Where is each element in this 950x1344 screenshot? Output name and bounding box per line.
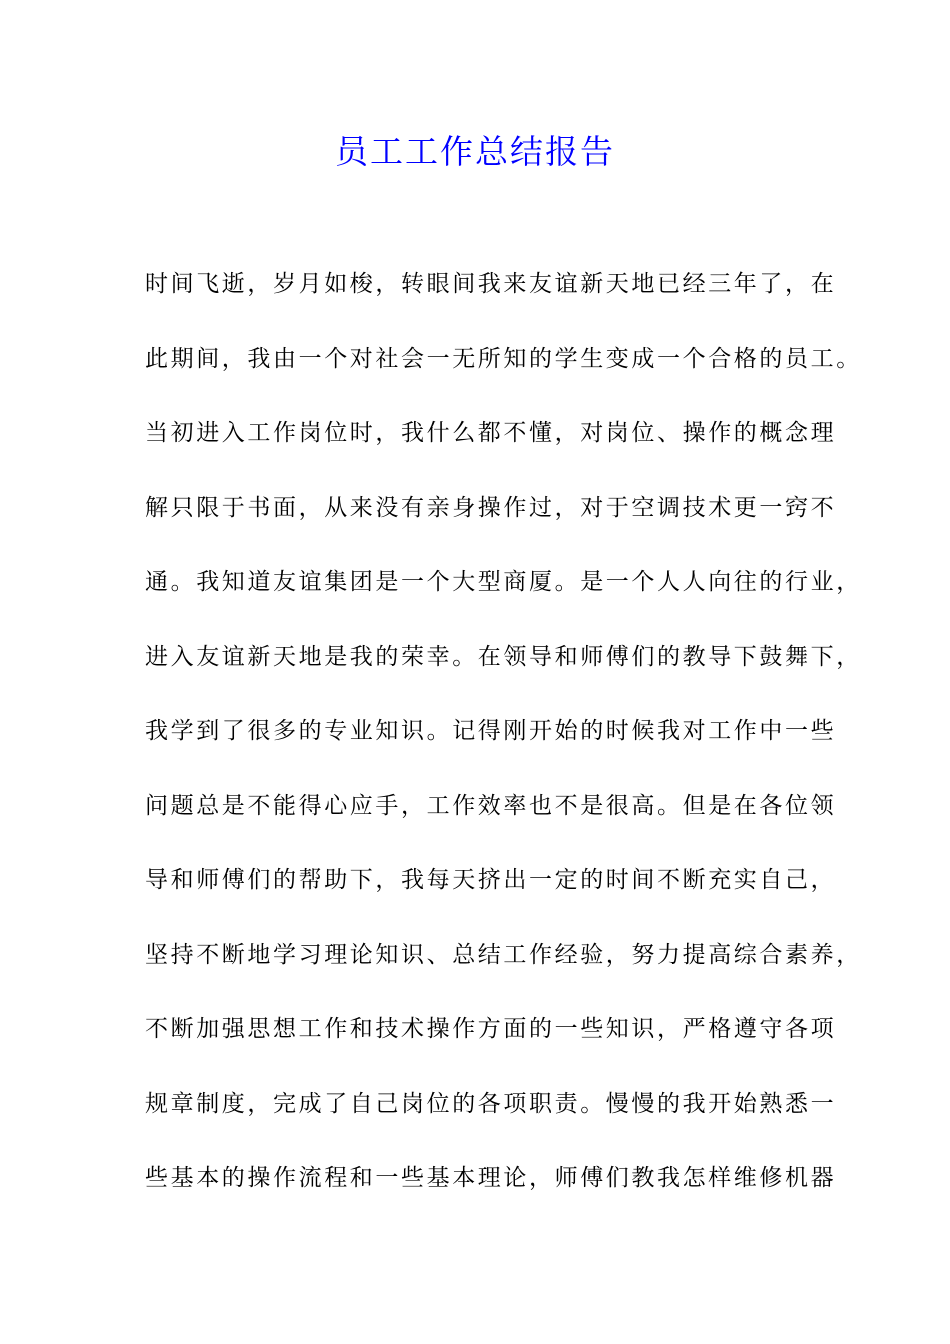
body-line: 些基本的操作流程和一些基本理论，师傅们教我怎样维修机器 — [145, 1165, 837, 1191]
document-body — [145, 262, 862, 1231]
body-line: 不断加强思想工作和技术操作方面的一些知识，严格遵守各项 — [145, 1016, 837, 1042]
document-title: 员工工作总结报告 — [335, 132, 615, 171]
body-line: 时间飞逝，岁月如梭，转眼间我来友谊新天地已经三年了，在 — [145, 271, 837, 297]
body-line: 规章制度，完成了自己岗位的各项职责。慢慢的我开始熟悉一 — [145, 1090, 837, 1117]
body-line: 进入友谊新天地是我的荣幸。在领导和师傅们的教导下鼓舞下， — [145, 643, 862, 670]
body-line: 问题总是不能得心应手，工作效率也不是很高。但是在各位领 — [145, 792, 837, 819]
body-line: 导和师傅们的帮助下，我每天挤出一定的时间不断充实自己， — [145, 867, 837, 893]
body-line: 通。我知道友谊集团是一个大型商厦。是一个人人向往的行业， — [145, 569, 862, 595]
body-line: 我学到了很多的专业知识。记得刚开始的时候我对工作中一些 — [145, 718, 837, 744]
body-line: 解只限于书面，从来没有亲身操作过，对于空调技术更一窍不 — [145, 494, 837, 521]
body-line: 当初进入工作岗位时，我什么都不懂，对岗位、操作的概念理 — [145, 420, 837, 446]
body-line: 坚持不断地学习理论知识、总结工作经验，努力提高综合素养， — [145, 941, 862, 968]
body-line: 此期间，我由一个对社会一无所知的学生变成一个合格的员工。 — [145, 345, 862, 372]
